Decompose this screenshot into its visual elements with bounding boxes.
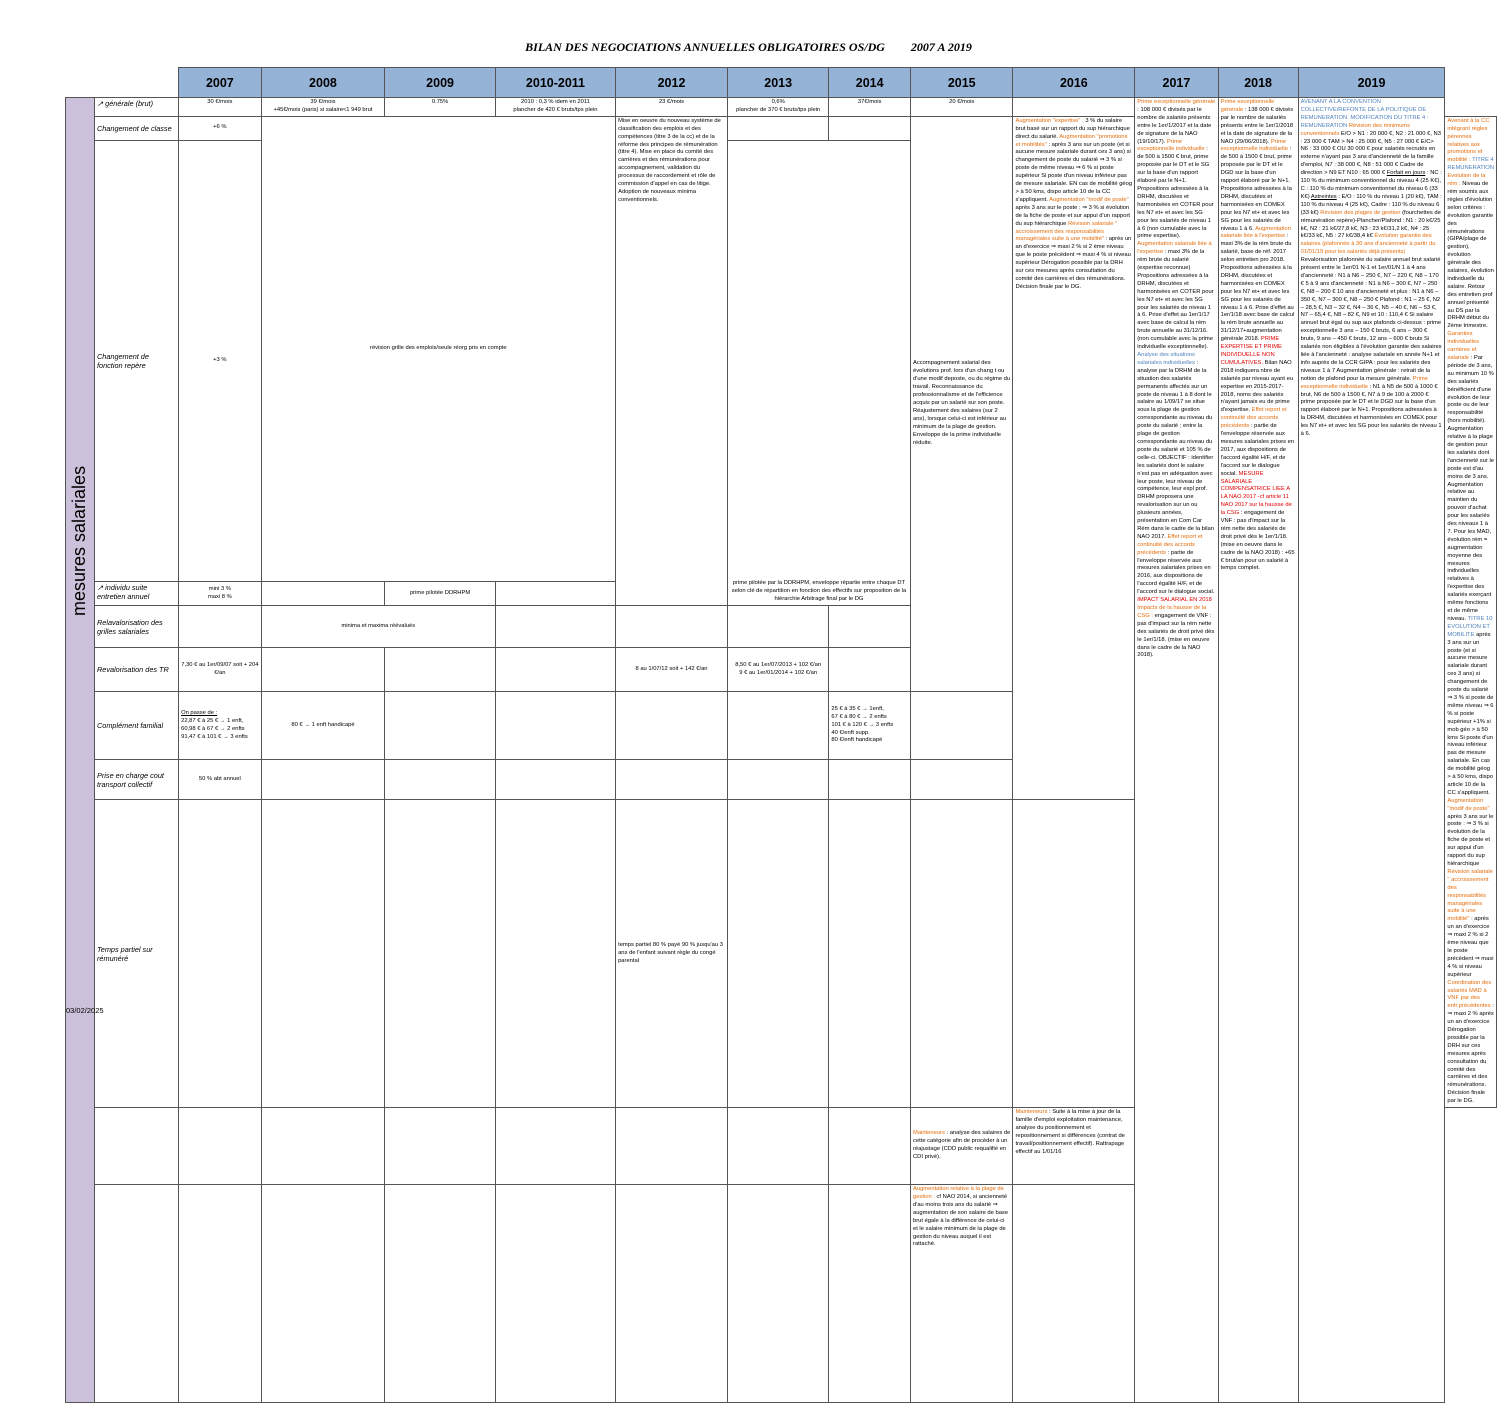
- cell-line: plancher de 420 € bruts/tps plein: [513, 106, 598, 113]
- text-segment: Révision des plages de gestion: [1320, 209, 1401, 216]
- cell: [179, 1108, 262, 1185]
- cell-2017: [1135, 98, 1218, 1403]
- text-segment: Révision salariale " accroissement des responsabilités managériales suite à une mobilité": [1015, 220, 1118, 243]
- corner-cell: [66, 68, 95, 98]
- year-header: 2009: [385, 68, 496, 98]
- text-segment: Forfait en jours: [1386, 170, 1426, 177]
- text-segment: Augmentation salariale liée à l'expertise: [1137, 241, 1212, 256]
- cell: +3 %: [179, 140, 262, 581]
- cell: +6 %: [179, 116, 262, 140]
- text-segment: 3 % du salaire brut basé sur un rapport du sup hiérarchique direct du salarié.: [1015, 117, 1130, 140]
- cell: 37€/mois: [829, 98, 911, 117]
- row-label: Temps partiel sur rémunéré: [95, 800, 179, 1108]
- cell: [1013, 98, 1135, 117]
- cell-line: 91,47 € à 101 € → 3 enfts: [181, 733, 248, 740]
- row-label: [95, 1185, 179, 1403]
- text-segment: Coordination des salariés MAD à VNF par des entr.précédentes: [1447, 979, 1492, 1010]
- cell: [727, 800, 828, 1108]
- cell: [495, 760, 615, 800]
- row-label: ↗ individu suite entretien annuel: [95, 582, 179, 606]
- text-segment: Prime exceptionnelle individuelle: [1300, 375, 1428, 390]
- cell: [829, 1108, 911, 1185]
- cell: [829, 800, 911, 1108]
- cell: [385, 1185, 496, 1403]
- row-label: Complément familial: [95, 692, 179, 760]
- cell: Mise en oeuvre du nouveau système de classification des emplois et des compétences (titre 3 de la cc) et de la réforme des principes de rémunération (titre 4). Mise en place du comité des carrières et des rémunérations pour accompagnement, validation du processus de raccordement et rôle de commission d'appel en cas de litige. Adoption de nouveaux minima conventionnels.: [616, 116, 728, 605]
- text-segment: MODIFICATION DU TITRE 4 : REMUNERATION: [1300, 114, 1429, 129]
- rich-text-2016-mainteneurs: [1015, 1109, 1132, 1156]
- text-segment: : 138 000 € divisés par le nombre de salariés présents entre le 1er/1/2018 et la date de signature de la NAO (29/06/2018).: [1220, 106, 1294, 145]
- corner-cell: [95, 68, 179, 98]
- cell: [495, 692, 615, 760]
- cell: [727, 1185, 828, 1403]
- cell: [616, 1185, 728, 1403]
- text-segment: : partie de l'enveloppe réservée aux mesures salariales prises en 2017, aux dispositions de l'accord égalité H/F, et de l'accord sur le dialogue social.: [1220, 423, 1295, 477]
- cell: 30 €/mois: [179, 98, 262, 117]
- cell: [727, 98, 828, 117]
- rich-text-2015: [1015, 118, 1132, 292]
- cell: [261, 1185, 385, 1403]
- text-segment: Prime exceptionnelle individuelle: [1137, 138, 1205, 153]
- rich-text-2015-plage: [913, 1186, 1010, 1249]
- cell-line: 2010 : 0,3 % idem en 2011: [521, 99, 590, 105]
- text-segment: Augmentation "expertise" :: [1015, 117, 1084, 124]
- cell: [495, 606, 615, 648]
- text-segment: Prime exceptionnelle individuelle: [1220, 138, 1288, 153]
- text-segment: Prime exceptionnelle générale: [1137, 99, 1216, 105]
- rich-text-2018: [1221, 99, 1296, 573]
- cell: [261, 800, 385, 1108]
- cell-line: 40 €/enft supp.: [831, 729, 870, 736]
- cell: [727, 606, 828, 648]
- text-segment: : analyse des salaires de cette catégorie afin de procéder à un réajustage (CDD public requalifié en CDI privé).: [912, 1130, 1011, 1160]
- page-title: [0, 40, 1497, 55]
- text-segment: : maxi 3% de la rém brute du salarié (expertise reconnue) Propositions adressées à la DRHM, discutées et harmonisées en COTER pour les N7 et+ et avec les SG pour les salariés de niveau 1 à 6. Prise d'effet au 1er/1/17 avec base de calcul la rém brute annuelle au 31/12/16. (non cumulable avec la prime individuelle exceptionnelle).: [1137, 249, 1214, 351]
- cell: Accompagnement salarial des évolutions prof. lors d'un chang t ou d'une modif deposte, ou du régime du travail. Reconnaissance du professionnalisme et de l'efficience acquis par un salarié sur son poste. Réajustement des salaires (sur 2 ans), lorsque celui-ci est inférieur au minimum de la plage de gestion. Enveloppe de la prime individuelle réduite.: [910, 116, 1012, 691]
- text-segment: Garanties individuelles carrières et salariale: [1447, 331, 1479, 361]
- nao-table: [65, 67, 1497, 1403]
- row-label: Changement de classe: [95, 116, 179, 140]
- cell: [727, 760, 828, 800]
- text-segment: : ⇒ maxi 2 % après un an d'exercice Dérogation possible par la DRH sur ces mesures après consultation du comité des carrières et des rémunérations. Décision finale par le DG.: [1447, 1003, 1494, 1105]
- rich-text-2015-mainteneurs: [913, 1130, 1010, 1162]
- cell: [910, 760, 1012, 800]
- year-header: 2018: [1218, 68, 1298, 98]
- cell: [385, 760, 496, 800]
- year-header: 2015: [910, 68, 1012, 98]
- cell: 7,30 € au 1er/09/07 soit + 204 €/an: [179, 648, 262, 692]
- cell: prime pilotée DDRHPM: [385, 582, 496, 606]
- cell: [261, 1108, 385, 1185]
- cell-line: On passe de :: [181, 709, 218, 716]
- cell: [385, 1108, 496, 1185]
- title-period: 2007 A 2019: [910, 40, 972, 54]
- text-segment: après 3 ans sur le poste : ⇒ 3 % si évolution de la fiche de poste et sur appui d'un rapport du sup hiérarchique: [1015, 204, 1130, 227]
- cell-2019: [1298, 98, 1445, 1403]
- text-segment: engagement de VNF : pas d'impact sur la rém nette des salariés de droit privé dès le 1er/1/18. (mise en oeuvre dans le cadre de la NAO 2018).: [1137, 612, 1215, 659]
- year-header: 2013: [727, 68, 828, 98]
- cell-line: 25 € à 35 € → 1enft,: [831, 705, 884, 712]
- text-segment: : analyse par la DRHM de la situation des salariés permanents affectés sur un poste de niveau 1 à 8 dont le salaire au 1/09/17 se situe sous la plage de gestion correspondante au niveau du poste du salarié ; entre la plage de gestion correspondante au niveau du poste du salarié et 105 % de celle-ci. OBJECTIF : identifier les salariés dont le salaire n'est pas en adéquation avec leur poste, leur niveau de compétence, leur expl prof. DRHM proposera une revalorisation sur un ou plusieurs années, présentation en Com Car Rém dans le cadre de la bilan NAO 2017.: [1137, 359, 1214, 540]
- cell-line: +45€/mois (paris) si salaire<1 949 brut: [273, 106, 373, 113]
- text-segment: : engagement de VNF : pas d'impact sur la rém nette des salariés de droit privé dès le 1er/1/18. (mise en oeuvre dans le cadre de la NAO 2018) : +65 € brut/an pour un salarié à temps complet.: [1220, 510, 1295, 572]
- cell: [829, 692, 911, 760]
- text-segment: Augmentation relative à la plage de gestion :: [912, 1186, 1004, 1200]
- cell: 8 au 1/07/12 soit + 142 €/an: [616, 648, 728, 692]
- cell: [495, 98, 615, 117]
- cell-line: 80 €/enft handicapé: [831, 737, 883, 744]
- text-segment: : de 500 à 1500 € brut, prime proposée par le DT et le SG sur la base d'un rapport élaboré par le N+1. Propositions adressées à la DRHM, discutées et harmonisées en COTER pour les N7 et+ et avec les SG pour les salariés de niveau 1 à 6 (non cumulable avec la prime expertise).: [1137, 146, 1214, 240]
- cell: [727, 1108, 828, 1185]
- cell: temps partiel 80 % payé 90 % jusqu'au 3 ans de l'enfant suivant règle du congé parental: [616, 800, 728, 1108]
- cell: [261, 582, 385, 606]
- year-header: 2012: [616, 68, 728, 98]
- text-segment: Niveau de rém soumis aux règles d'évolution selon critères : évolution garantie des rémunérations (GIPA/plage de gestion), évolution générale des salaires, évolution individuelle du salaire. Retour des entretien prof annuel présenté au DS par la DRHM début du 2ème trimestre.: [1447, 181, 1494, 330]
- cell-2015-mainteneurs: [910, 1108, 1012, 1185]
- text-segment: AVENANT A LA CONVENTION COLLECTIVE/REFONTE DE LA POLITIQUE DE REMUNERATION.: [1300, 99, 1427, 121]
- cell: 20 €/mois: [910, 98, 1012, 117]
- text-segment: : partie de l'enveloppe réservée aux mesures salariales prises en 2016, aux dispositions de l'accord égalité H/F, et de l'accord sur le dialogue social.: [1137, 549, 1215, 596]
- text-segment: cf NAO 2014, si ancienneté d'au moins trois ans du salarié ⇒ augmentation de son salaire de base brut égale à la différence de celui-ci et le salaire minimum de la plage de gestion du niveau auquel il est rattaché.: [912, 1194, 1009, 1248]
- text-segment: Augmentation salariale liée à l'expertise: [1220, 225, 1291, 240]
- cell-line: mini 3 %: [208, 585, 231, 592]
- cell-line: 22,87 € à 25 € → 1 enft,: [181, 717, 244, 724]
- text-segment: : E/O : 110 % du niveau 1 (20 k€), TAM : 110 % du niveau 4 (25 k€), Cadre : 110 % du niveau 6 (33 k€): [1300, 193, 1442, 216]
- text-segment: après 3 ans sur un poste (et si aucune mesure salariale durant ces 3 ans) si changement de poste du salarié ⇒ 3 % si poste de même niveau ⇒ 6 % si poste supérieur +1% si mob géo > à 50 kms Si poste d'un niveau inférieur pas de mesure salariale. En cas de mobilité géog > à 50 kms, dispo article 10 de la CC s'appliquent.: [1447, 631, 1494, 796]
- cell: [829, 648, 911, 692]
- cell: [179, 1185, 262, 1403]
- text-segment: Révision des minimums conventionnels: [1300, 122, 1411, 137]
- text-segment: Évolution garantie des salaires (plafonnée à 30 ans d'ancienneté à partir du 01/01/19 pour les salariés déjà présents): [1300, 233, 1436, 256]
- cell-line: 0,6%: [771, 99, 785, 105]
- cell-2016: [1445, 116, 1497, 1107]
- cell: 80 € → 1 enft handicapé: [261, 692, 385, 760]
- row-label: Prise en charge cout transport collectif: [95, 760, 179, 800]
- text-segment: : de 500 à 1500 € brut, prime proposée par le DT et le DGD sur la base d'un rapport élaboré par le N+1. Propositions adressées à la DRHM, discutées et harmonisées en COMEX pour les N7 et+ et avec les SG pour les salariés de niveau 1 à 6.: [1220, 146, 1292, 232]
- row-label: Changement de fonction repère: [95, 140, 179, 581]
- text-segment: Impacts de la hausse de la CSG :: [1137, 605, 1207, 619]
- cell: [495, 1185, 615, 1403]
- cell: [495, 1108, 615, 1185]
- cell: [616, 606, 728, 648]
- year-header: 2019: [1298, 68, 1445, 98]
- title-text: BILAN DES NEGOCIATIONS ANNUELLES OBLIGATOIRES OS/DG: [525, 40, 885, 54]
- text-segment: : NC : 110 % du minimum conventionnel du niveau 4 (25 K€), C : 110 % du minimum conventionnel du niveau 6 (33 K€): [1300, 170, 1442, 200]
- text-segment: : 108 000 € divisés par le nombre de salariés présents entre le 1er/1/2017 et la date de signature de la NAO (19/10/17).: [1137, 106, 1212, 145]
- rich-text-2017: [1137, 99, 1215, 660]
- cell-line: 8,50 € au 1er/07/2013 + 102 €/an: [735, 661, 822, 668]
- text-segment: : après 3 ans sur un poste (et si aucune mesure salariale durant ces 3 ans) si changement de poste du salarié ⇒ 3 % si poste de même niveau ⇒ 6 % si poste supérieur Si poste d'un niveau inférieur pas de mesure salariale. EN cas de mobilité géog > à 50 kms, dispo article 10 de la CC s'appliquent.: [1015, 141, 1133, 203]
- text-segment: TITRE 10 EVOLUTION ET MOBILITE: [1447, 615, 1493, 638]
- cell: 23 €/mois: [616, 98, 728, 117]
- cell: [910, 800, 1012, 1108]
- cell: [616, 1108, 728, 1185]
- cell: prime pilotée par la DDRHPM, enveloppe répartie entre chaque DT selon clé de répartition en fonction des effectifs sur proposition de la hiérarchie Arbitrage final par le DG: [727, 140, 910, 605]
- cell: 0.75%: [385, 98, 496, 117]
- cell: minima et maxima réévalués: [261, 606, 495, 648]
- cell: [829, 116, 911, 140]
- cell-line: maxi 8 %: [207, 593, 232, 600]
- cell: [385, 692, 496, 760]
- text-segment: : N1 à N5 de 500 à 1000 € brut, N6 de 500 à 1500 €, N7 à 9 de 100 à 2000 € prime proposée par le DT et le DGD sur la base d'un rapport élaboré par le N+1. Propositions adressées à la DRHM, discutées et harmonisées en COMEX pour les N7 et+ et avec les SG pour les salariés de niveau 1 à 6.: [1300, 383, 1442, 438]
- text-segment: Astreintes: [1310, 193, 1337, 200]
- row-label: Revalorisation des TR: [95, 648, 179, 692]
- year-header: 2014: [829, 68, 911, 98]
- text-segment: : après un an d'exercice ⇒ maxi 2 % si 2 ème niveau que le poste précédent ⇒ maxi 4 % si niveau supérieur: [1447, 916, 1494, 978]
- cell-2018: [1218, 98, 1298, 1403]
- header-row: [66, 68, 1497, 98]
- cell: [829, 1185, 911, 1403]
- cell: [727, 692, 828, 760]
- text-segment: Augmentation "promotions et mobilités": [1015, 133, 1128, 148]
- cell-2015: [1013, 116, 1135, 799]
- cell: 50 % abt annuel: [179, 760, 262, 800]
- cell-line: plancher de 370 € bruts/tps plein: [736, 106, 821, 113]
- text-segment: TITRE 4 REMUNERATION: [1447, 157, 1494, 172]
- cell-line: 60,98 € à 67 € → 2 enfts: [181, 725, 245, 732]
- text-segment: Augmentation "modif de poste": [1047, 196, 1129, 203]
- text-segment: Effet report et continuité des accords précédents: [1137, 533, 1203, 556]
- cell-line: 67 € à 80 € → 2 enfts: [831, 713, 887, 720]
- text-segment: après 3 ans sur le poste : ⇒ 3 % si évolution de la fiche de poste et sur appui d'un rapport du sup hiérarchique: [1447, 813, 1494, 867]
- cell: [261, 648, 385, 692]
- cell: [727, 116, 828, 140]
- text-segment: : maxi 3% de la rém brute du salarié, base de réf. 2017 selon entretien pro 2018. Propositions adressées à la DRHM, discutées et harmonisées en COMEX pour les N7 et+ et avec les SG pour les salariés de niveau 1 à 6. Prise d'effet au 1er/1/18 avec base de calcul la rém brute annuelle au 31/12/17+augmentation générale 2018.: [1220, 233, 1295, 343]
- text-segment: : après un an d'exercice ⇒ maxi 2 % si 2 ème niveau que le poste précédent ⇒ maxi 4 % si niveau supérieur Dérogation possible par la DRH sur ces mesures après consultation du comité des carrières et des rémunérations. Décision finale par le DG.: [1015, 236, 1132, 290]
- cell: [616, 692, 728, 760]
- cell-line: 39 €/mois: [310, 99, 336, 105]
- cell: [261, 98, 385, 117]
- text-segment: Evolution de la rém :: [1447, 173, 1486, 188]
- rich-text-2019: [1301, 99, 1443, 439]
- text-segment: Mainteneurs: [1015, 1109, 1048, 1116]
- cell: [495, 800, 615, 1108]
- text-segment: PRIME EXPERTISE ET PRIME INDIVIDUELLE NON CUMULATIVES.: [1220, 336, 1282, 366]
- text-segment: Augmentation "modif de poste": [1447, 797, 1490, 812]
- text-segment: Révision salariale " accroissement des responsabilités managériales suite à une mobilité": [1447, 868, 1493, 923]
- row-label: ↗ générale (brut): [95, 98, 179, 117]
- cell: [829, 760, 911, 800]
- cell: [385, 800, 496, 1108]
- cell: [1013, 1185, 1135, 1403]
- row-label: Relavalorisation des grilles salariales: [95, 606, 179, 648]
- text-segment: (fourchettes de rémunération repère)-Plancher/Plafond : N1 : 20 k€/25 k€, N2 : 21 k€/27,8 k€, N3 : 23 k€/31,2 k€, N4 : 25 k€/33 k€, N5 : 27 k€/38,4 k€: [1300, 209, 1441, 240]
- section-label: mesures salariales: [69, 465, 90, 617]
- text-segment: Effet report et continuité des accords précédents: [1220, 407, 1287, 430]
- cell-2016-mainteneurs: [1013, 1108, 1135, 1185]
- cell: [385, 648, 496, 692]
- row-label: [95, 1108, 179, 1185]
- section-label-cell: [66, 98, 95, 1403]
- year-header: 2016: [1013, 68, 1135, 98]
- rich-text-2016: [1447, 118, 1494, 1106]
- row-augmentation-generale: [66, 98, 1497, 117]
- cell-2015-plage: [910, 1185, 1012, 1403]
- year-header: 2010-2011: [495, 68, 615, 98]
- cell: [261, 760, 385, 800]
- year-header: 2008: [261, 68, 385, 98]
- cell: [727, 648, 828, 692]
- text-segment: : Suite à la mise à jour de la famille d'emploi exploitation maintenance, analyse du positionnement et repositionnement si différences (contrat de travail/positionnement effectif). Rattrapage effectif au 1/01/16: [1015, 1109, 1125, 1155]
- cell: [179, 606, 262, 648]
- footer-date: 03/02/2025: [66, 1006, 104, 1015]
- text-segment: Prime exceptionnelle générale: [1220, 99, 1275, 113]
- text-segment: : Par période de 3 ans, au minimum 10 % des salariés bénéficient d'une évolution de leur poste ou de leur responsabilité (hors mobilité). Augmentation relative à la plage de gestion pour les salariés dont l'ancienneté sur le poste est d'au moins de 3 ans. Augmentation relative au maintien du pouvoir d'achat pour les salariés des niveaux 1 à 7. Pour les MAD, évolution rém = augmentation moyenne des mesures individuelles relatives à l'expertise des salariés exerçant même fonctions et de même niveau.: [1447, 355, 1494, 622]
- text-segment: Bilan NAO 2018 indiquera nbre de salariés par niveau ayant eu expertise en 2015-2017-2018, noms des salariés n'ayant jamais eu de prime d'expertise.: [1220, 359, 1294, 414]
- cell: [179, 692, 262, 760]
- text-segment: Avenant à la CC intégrant règles pérennes relatives aux promotions et mobilité :: [1447, 117, 1490, 164]
- cell: révision grille des emplois/seule réorg pris en compte: [261, 116, 615, 581]
- text-segment: IMPACT SALARIAL EN 2018: [1137, 597, 1212, 604]
- cell-line: 9 € au 1er/01/2014 + 102 €/an: [739, 669, 818, 676]
- text-segment: Mainteneurs: [912, 1130, 945, 1137]
- year-header: 2007: [179, 68, 262, 98]
- cell: [179, 800, 262, 1108]
- text-segment: MESURE SALARIALE COMPENSATRICE LIEE A LA NAO 2017 -cf article 11 NAO 2017 sur la hausse de la CSG: [1220, 470, 1292, 517]
- cell: [179, 582, 262, 606]
- year-header: 2017: [1135, 68, 1218, 98]
- cell: [495, 648, 615, 692]
- text-segment: Revalorisation plafonnée du salaire annuel brut salarié présent entre le 1er/01 N-1 et 1er/01/N 1 à 4 ans d'ancienneté : N1 à N6 – 250 €, N7 – 220 €, N8 – 170 € 5 à 9 ans d'ancienneté : N1 à N6 – 300 €, N7 – 250 €, N8 – 200 € 10 ans d'ancienneté et plus : N1 à N6 – 350 €, N7 – 300 €, N8 – 250 € Plafond : N1 – 25 €, N2 – 28,5 €, N3 – 32 €, N4 – 36 €, N5 – 40 €, N6 – 53 €, N7 – 65,4 €, N8 – 82 €, N9 et 10 : 110,4 € Si salaire annuel brut égal ou sup aux plafonds ci-dessus : prime exceptionnelle 3 ans – 150 € bruts, 6 ans – 300 € bruts, 9 ans – 450 € bruts, 12 ans – 600 € bruts Si salariés non éligibles à l'évolution garantie des salaires liée à l'ancienneté : analyse salariale en année N+1 et info auprès de la CCR GIPA : pour les salariés des niveaux 1 à 7 Augmentation générale : retrait de la notion de plafond pour la mesure générale.: [1300, 257, 1442, 382]
- text-segment: Analyse des situations salariales individuelles: [1137, 352, 1195, 366]
- cell-line: 101 € à 120 € → 3 enfts: [831, 721, 894, 728]
- cell: [616, 760, 728, 800]
- text-segment: E/O > N1 : 20 000 €, N2 : 21 000 €, N3 : 23 000 € TAM > N4 : 25 000 €, N5 : 27 000 € E/C> N6 : 33 000 € OU 30 000 € pour salariés recrutés en externe n'ayant pas 3 ans d'ancienneté de la famille d'emploi, N7 : 38 000 €, N8 : 51 000 € Cadre de direction > N9 ET N10 : 65 000 €: [1300, 130, 1441, 177]
